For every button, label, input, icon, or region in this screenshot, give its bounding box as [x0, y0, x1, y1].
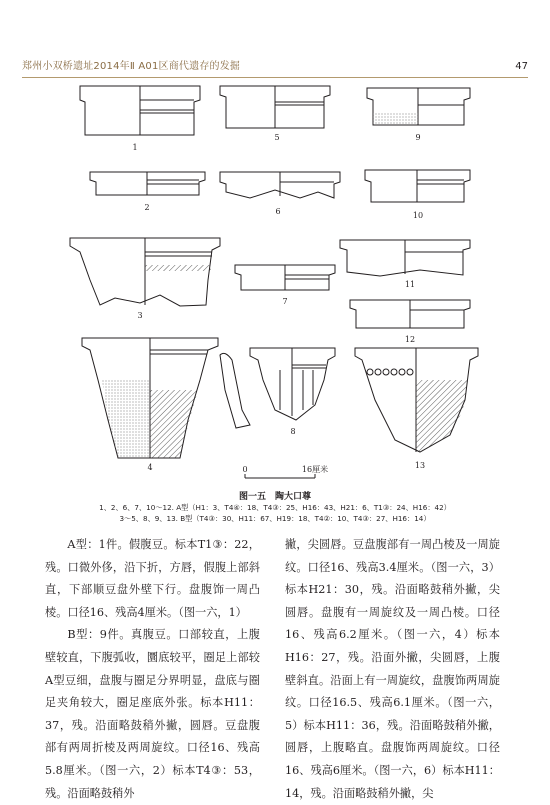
scale-bar: [245, 474, 315, 478]
paragraph: A型：1件。假腹豆。标本T1③：22，残。口微外侈，沿下折，方唇，假腹上部斜直，下部顺豆盘外壁下行。盘腹饰一周凸棱。口径16、残高4厘米。（图一六，1）: [45, 538, 260, 619]
vessel-13: [355, 348, 478, 452]
label-13: 13: [414, 461, 426, 470]
figure-plate: [60, 80, 490, 490]
sherd-2: [90, 172, 205, 195]
pottery-drawings: [60, 80, 490, 490]
text-column-right: [285, 534, 500, 805]
sherd-6: [220, 172, 340, 198]
label-1: 1: [132, 143, 138, 152]
paragraph: B型：9件。真腹豆。口部较直，上腹壁较直，下腹弧收，圜底较平，圈足上部较A型豆细，盘腹与圈足分界明显，盘底与圈足夹角较大，圈足座底外张。标本H11：37，残。沿面略鼓稍外撇，圆唇。豆盘腹部有两周折棱及两周旋纹。口径16、残高5.8厘米。（图一六，2）标本T4③：53，残。沿面略鼓稍外: [45, 628, 260, 800]
figure-caption: [40, 489, 510, 524]
label-6: 6: [275, 207, 281, 216]
sherd-10: [365, 170, 470, 202]
label-3: 3: [137, 311, 143, 320]
sherd-7: [235, 265, 335, 290]
label-2: 2: [144, 203, 150, 212]
running-header-title: 郑州小双桥遗址2014年Ⅱ A01区商代遗存的发掘: [22, 61, 241, 72]
label-9: 9: [415, 133, 421, 142]
caption-line-2: 3～5、8、9、13. B型（T4③：30、H11：67、H19：18、T4②：10、T4③：27、H16：14）: [119, 514, 431, 523]
page-number: 47: [515, 61, 528, 72]
caption-line-1: 1、2、6、7、10～12. A型（H1：3、T4④：18、T4③：25、H16：43、H21：6、T1③：24、H16：42）: [99, 503, 451, 512]
label-4: 4: [147, 463, 153, 472]
vessel-8: [220, 348, 335, 428]
sherd-9: [367, 88, 470, 125]
scale-text: 16厘米: [301, 465, 329, 474]
figure-title: 图一五 陶大口尊: [238, 492, 311, 502]
label-11: 11: [404, 280, 416, 289]
scale-zero: 0: [242, 465, 248, 474]
label-5: 5: [274, 133, 280, 142]
sherd-11: [340, 240, 470, 276]
sherd-3: [70, 238, 220, 306]
label-12: 12: [404, 335, 416, 344]
sherd-5: [220, 86, 330, 128]
running-header: [22, 55, 528, 78]
sherd-12: [350, 300, 470, 328]
label-7: 7: [282, 297, 288, 306]
label-10: 10: [412, 211, 424, 220]
vessel-4: [82, 338, 218, 458]
paragraph: 撇，尖圆唇。豆盘腹部有一周凸棱及一周旋纹。口径16、残高3.4厘米。（图一六，3）标本H21：30，残。沿面略鼓稍外撇，尖圆唇。盘腹有一周旋纹及一周凸棱。口径16、残高6.2厘米。（图一六，4）标本H16：27，残。沿面外撇，尖圆唇，上腹壁斜直。沿面上有一周旋纹，盘腹饰两周旋纹。口径16.5、残高6.1厘米。（图一六，5）标本H11：36，残。沿面略鼓稍外撇，圆唇，上腹略直。盘腹饰两周旋纹。口径16、残高6厘米。（图一六，6）标本H11：14，残。沿面略鼓稍外撇，尖: [285, 538, 500, 800]
text-column-left: [45, 534, 260, 805]
sherd-1: [80, 86, 200, 135]
label-8: 8: [290, 427, 296, 436]
